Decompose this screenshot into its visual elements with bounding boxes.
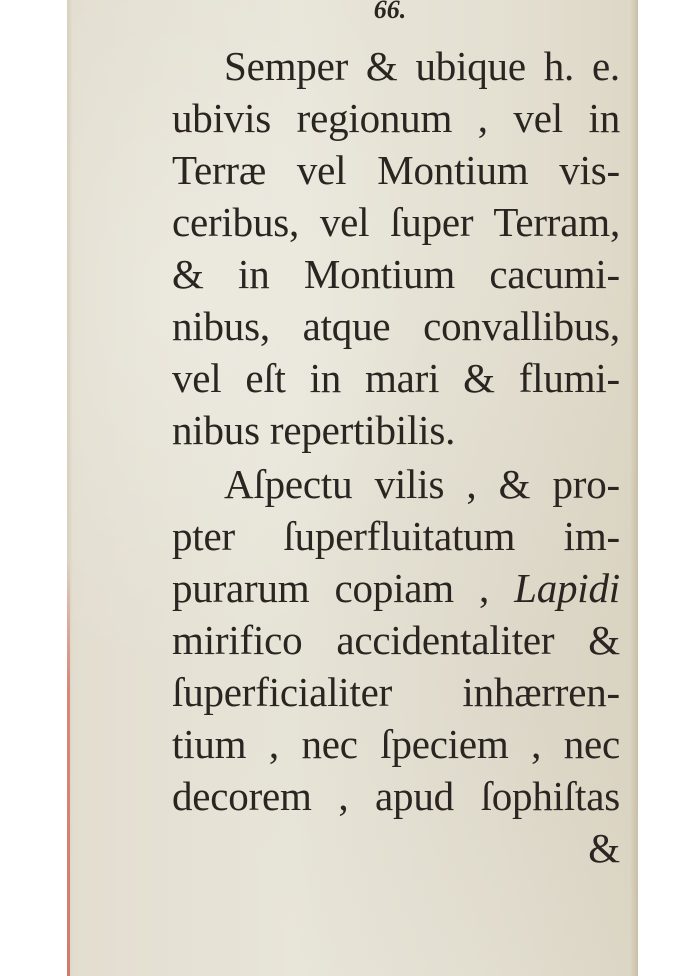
text-line-11-italic: Lapidi (514, 565, 620, 611)
page-number: 66. (373, 0, 407, 24)
text-line-13: ſuperficialiter inhærren- (172, 669, 620, 715)
text-line-9: Aſpectu vilis , & pro- (224, 461, 620, 507)
text-line-2: ubivis regionum , vel in (172, 95, 620, 141)
catchword: & (588, 825, 620, 871)
text-line-10: pter ſuperfluitatum im- (172, 513, 620, 559)
text-line-7: vel eſt in mari & flumi- (172, 355, 620, 401)
text-line-11-roman: purarum copiam , (172, 565, 490, 611)
text-line-11 (172, 562, 620, 614)
text-line-15: decorem , apud ſophiſtas (172, 773, 620, 819)
text-line-4: ceribus, vel ſuper Terram, (172, 199, 620, 245)
text-line-5: & in Montium cacumi- (172, 251, 620, 297)
text-line-6: nibus, atque convallibus, (172, 303, 620, 349)
text-line-3: Terræ vel Montium vis- (172, 147, 620, 193)
text-line-12: mirifico accidentaliter & (172, 617, 620, 663)
text-line-14: tium , nec ſpeciem , nec (172, 721, 620, 767)
text-line-1: Semper & ubique h. e. (224, 43, 620, 89)
text-line-8: nibus repertibilis. (172, 407, 456, 453)
